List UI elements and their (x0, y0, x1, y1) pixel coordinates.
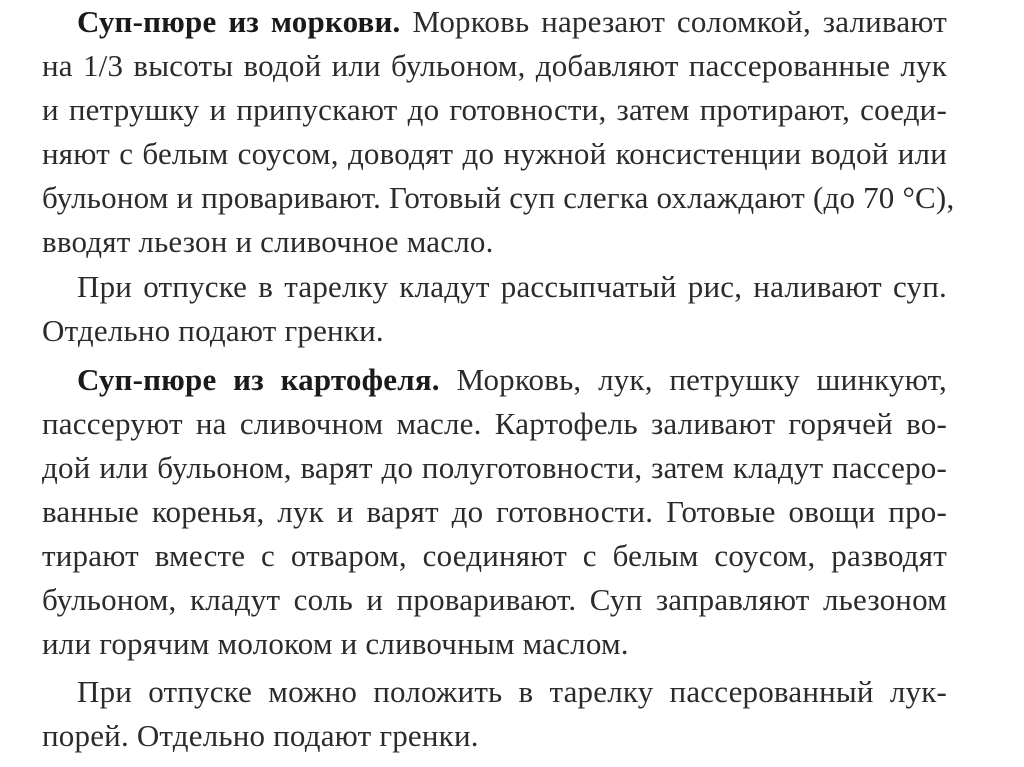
text-line: няют с белым соусом, доводят до нужной консистенции водой или (42, 136, 947, 171)
text-line: вводят льезон и сливочное масло. (42, 224, 494, 259)
text-line: бульоном, кладут соль и проваривают. Суп заправляют льезоном (42, 582, 947, 617)
text-line: пассеруют на сливочном масле. Картофель заливают горячей во- (42, 406, 947, 441)
text-line: При отпуске в тарелку кладут рассыпчатый рис, наливают суп. (77, 269, 947, 304)
text-line: ванные коренья, лук и варят до готовности. Готовые овощи про- (42, 494, 947, 529)
text-line: бульоном и проваривают. Готовый суп слегка охлаждают (до 70 °С), (42, 180, 955, 215)
text-line: тирают вместе с отваром, соединяют с белым соусом, разводят (42, 538, 947, 573)
text-line: или горячим молоком и сливочным маслом. (42, 626, 629, 661)
text-line: Суп-пюре из моркови. Морковь нарезают соломкой, заливают (77, 4, 947, 39)
text-line: и петрушку и припускают до готовности, затем протирают, соеди- (42, 92, 947, 127)
recipe-title-carrot: Суп-пюре из моркови. (77, 4, 401, 39)
text-line: на 1/3 высоты водой или бульоном, добавляют пассерованные лук (42, 48, 947, 83)
text-line: дой или бульоном, варят до полуготовности, затем кладут пассеро- (42, 450, 947, 485)
recipe-title-potato: Суп-пюре из картофеля. (77, 362, 440, 397)
text-line: порей. Отдельно подают гренки. (42, 718, 479, 753)
text-line: При отпуске можно положить в тарелку пассерованный лук- (77, 674, 947, 709)
text-line: Суп-пюре из картофеля. Морковь, лук, петрушку шинкуют, (77, 362, 948, 397)
text-line: Отдельно подают гренки. (42, 313, 384, 348)
